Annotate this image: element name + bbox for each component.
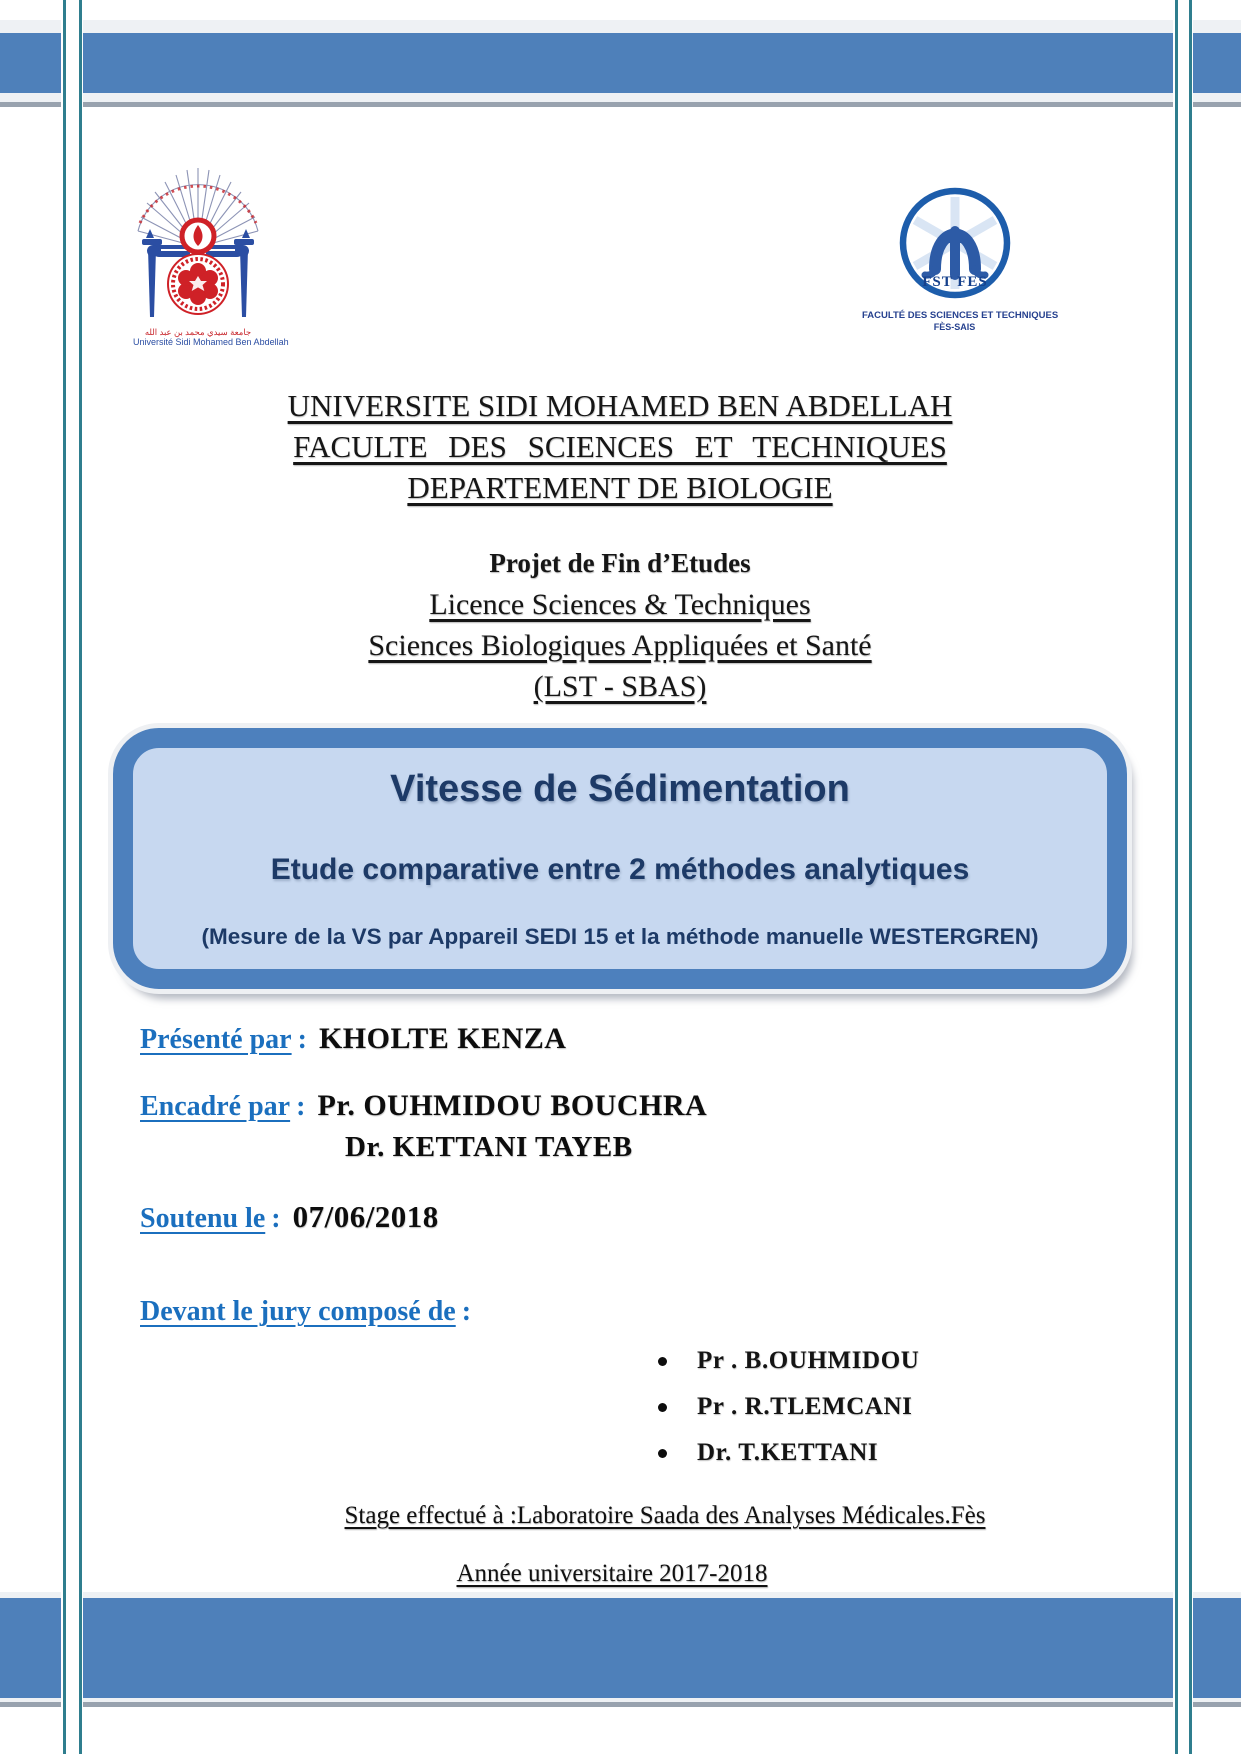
- program-block: [113, 543, 1127, 707]
- jury-member: [658, 1384, 919, 1430]
- academic-year-text: Année universitaire 2017-2018: [456, 1560, 768, 1587]
- jury-heading-colon: :: [461, 1296, 472, 1327]
- right-rail-line-1: [1175, 0, 1178, 1754]
- thesis-title: Vitesse de Sédimentation: [390, 768, 850, 810]
- jury-member-name: Pr . B.OUHMIDOU: [697, 1347, 920, 1374]
- jury-member-name: Pr . R.TLEMCANI: [697, 1393, 913, 1420]
- fst-fes-caption-line2: FÈS-SAIS: [933, 321, 976, 332]
- presented-by-label: Présenté par: [140, 1024, 292, 1055]
- supervisor-2-name: Dr. KETTANI TAYEB: [345, 1131, 633, 1163]
- faculty-name: FACULTE DES SCIENCES ET TECHNIQUES: [293, 429, 947, 464]
- supervisor-1-name: Pr. OUHMIDOU BOUCHRA: [317, 1089, 708, 1122]
- jury-list: [658, 1338, 919, 1476]
- university-name: UNIVERSITE SIDI MOHAMED BEN ABDELLAH: [287, 388, 953, 423]
- bottom-blue-band: [0, 1598, 1241, 1698]
- university-logo-graphic: [137, 165, 259, 323]
- bullet-icon: [658, 1403, 667, 1412]
- project-type: Projet de Fin d’Etudes: [489, 548, 751, 578]
- defense-date-colon: :: [271, 1203, 281, 1234]
- defense-date-label: Soutenu le: [140, 1203, 266, 1234]
- top-light-strip-2: [0, 93, 1241, 102]
- jury-heading-label: Devant le jury composé de: [140, 1296, 456, 1327]
- fst-fes-caption-line1: FACULTÉ DES SCIENCES ET TECHNIQUES: [862, 310, 1059, 321]
- bullet-icon: [658, 1449, 667, 1458]
- thesis-subtitle: Etude comparative entre 2 méthodes analytiques: [270, 853, 970, 886]
- internship-text: Stage effectué à :Laboratoire Saada des Analyses Médicales.Fès: [344, 1502, 986, 1529]
- supervised-by-colon: :: [296, 1091, 306, 1122]
- left-rail-line-1: [63, 0, 66, 1754]
- right-rail-line-2: [1189, 0, 1192, 1754]
- top-light-strip: [0, 20, 1241, 33]
- top-slate-line: [0, 102, 1241, 107]
- specialty-abbreviation: (LST - SBAS): [533, 670, 707, 703]
- fst-fes-monogram-text: FST FES: [921, 274, 988, 290]
- supervised-by-row: [140, 1089, 707, 1123]
- specialty-name: Sciences Biologiques Appliquées et Santé: [368, 629, 872, 662]
- defense-date-value: 07/06/2018: [292, 1199, 439, 1234]
- jury-member: [658, 1338, 919, 1384]
- fst-fes-logo: [862, 185, 1059, 332]
- top-blue-band: [0, 33, 1241, 93]
- academic-year-line: [105, 1560, 1119, 1588]
- defense-date-row: [140, 1199, 439, 1235]
- fst-fes-logo-graphic: [897, 185, 1013, 301]
- jury-heading-row: [140, 1296, 471, 1328]
- university-logo-french-name: Université Sidi Mohamed Ben Abdellah: [133, 337, 289, 348]
- presented-by-row: [140, 1022, 566, 1056]
- presented-by-colon: :: [297, 1024, 307, 1055]
- thesis-method-note: (Mesure de la VS par Appareil SEDI 15 et la méthode manuelle WESTERGREN): [201, 924, 1039, 949]
- supervised-by-label: Encadré par: [140, 1091, 291, 1122]
- institution-header: [113, 385, 1127, 508]
- title-box: [113, 728, 1127, 989]
- jury-member: [658, 1430, 919, 1476]
- internship-line: [158, 1502, 1172, 1530]
- degree-name: Licence Sciences & Techniques: [429, 588, 811, 621]
- left-rail-line-2: [79, 0, 82, 1754]
- jury-member-name: Dr. T.KETTANI: [697, 1439, 879, 1466]
- bottom-slate-line: [0, 1702, 1241, 1707]
- university-logo-arabic-name: جامعة سيدي محمد بن عبد الله: [144, 327, 252, 337]
- student-name: KHOLTE KENZA: [318, 1022, 567, 1055]
- department-name: DEPARTEMENT DE BIOLOGIE: [407, 470, 833, 505]
- university-logo: [133, 165, 289, 348]
- bullet-icon: [658, 1357, 667, 1366]
